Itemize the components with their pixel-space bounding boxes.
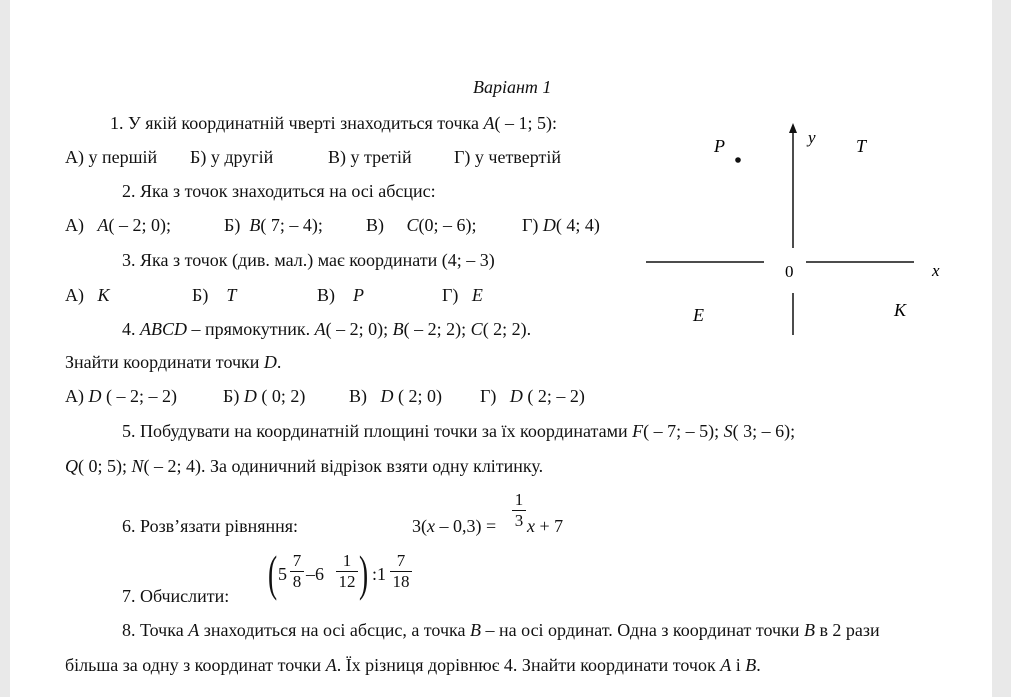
question-5: 5. Побудувати на координатній площині точки за їх координатами F( – 7; – 5); S( 3; – 6); [122,421,796,441]
label-k: K [894,300,907,320]
question-2: 2. Яка з точок знаходиться на осі абсцис: [122,181,436,201]
document-page [10,0,992,697]
q1-option-a: А) у першій [65,147,158,167]
fraction-1: $\frac{7}{8}$ [290,551,304,592]
q3-option-b: Б) T [192,285,237,305]
question-5-line-2: Q( 0; 5); N( – 2; 4). За одиничний відрізок взяти одну клітинку. [65,456,544,476]
q3-option-a: А) K [65,285,110,305]
fraction-2: $\frac{1}{12}$ [336,551,358,592]
right-paren: ) [359,545,369,601]
left-paren: ( [268,545,278,601]
question-7: 7. Обчислити: [122,586,230,606]
q2-option-d: Г) D( 4; 4) [522,215,600,235]
q3-option-d: Г) E [442,285,483,305]
fraction-3: $\frac{7}{18}$ [390,551,412,592]
variant-title: Варіант 1 [473,77,552,97]
q3-option-c: В) P [317,285,364,305]
label-origin: 0 [785,262,794,281]
equation-fraction: $\frac{1}{3}$ [512,490,526,531]
label-y: y [808,128,816,147]
question-6: 6. Розв’язати рівняння: [122,516,299,536]
q2-option-b: Б) B( 7; – 4); [224,215,323,235]
q4-option-a: А) D ( – 2; – 2) [65,386,177,406]
question-1: 1. У якій координатній чверті знаходиться точка A( – 1; 5): [110,113,557,133]
question-3: 3. Яка з точок (див. мал.) має координати (4; – 3) [122,250,495,270]
label-e: E [693,305,704,325]
q1-option-d: Г) у четвертій [454,147,561,167]
q4-option-c: В) D ( 2; 0) [349,386,442,406]
q1-option-c: В) у третій [328,147,412,167]
q1-option-b: Б) у другій [190,147,274,167]
question-4: 4. ABCD – прямокутник. A( – 2; 0); B( – 2; 2); C( 2; 2). [122,319,532,339]
point-p-dot [735,157,741,163]
equation-rhs: x + 7 [527,516,564,536]
q2-option-c: В) C(0; – 6); [366,215,477,235]
minus-six: –6 [306,564,324,584]
q2-option-a: А) A( – 2; 0); [65,215,171,235]
label-t: T [856,136,867,156]
question-4-line-2: Знайти координати точки D. [65,352,282,372]
q4-option-d: Г) D ( 2; – 2) [480,386,585,406]
equation-lhs: 3(x – 0,3) = [412,516,497,536]
y-axis-arrow-icon [789,123,797,133]
label-p: P [714,136,725,156]
label-x: x [932,261,940,280]
divide-one: :1 [372,564,387,584]
q4-option-b: Б) D ( 0; 2) [223,386,306,406]
coordinate-figure [630,115,950,345]
question-8: 8. Точка A знаходиться на осі абсцис, а точка B – на осі ординат. Одна з координат точки B в 2 рази [122,620,880,640]
question-8-line-2: більша за одну з координат точки A. Їх різниця дорівнює 4. Знайти координати точок A і B. [65,655,761,675]
mixed-whole-1: 5 [278,564,287,584]
